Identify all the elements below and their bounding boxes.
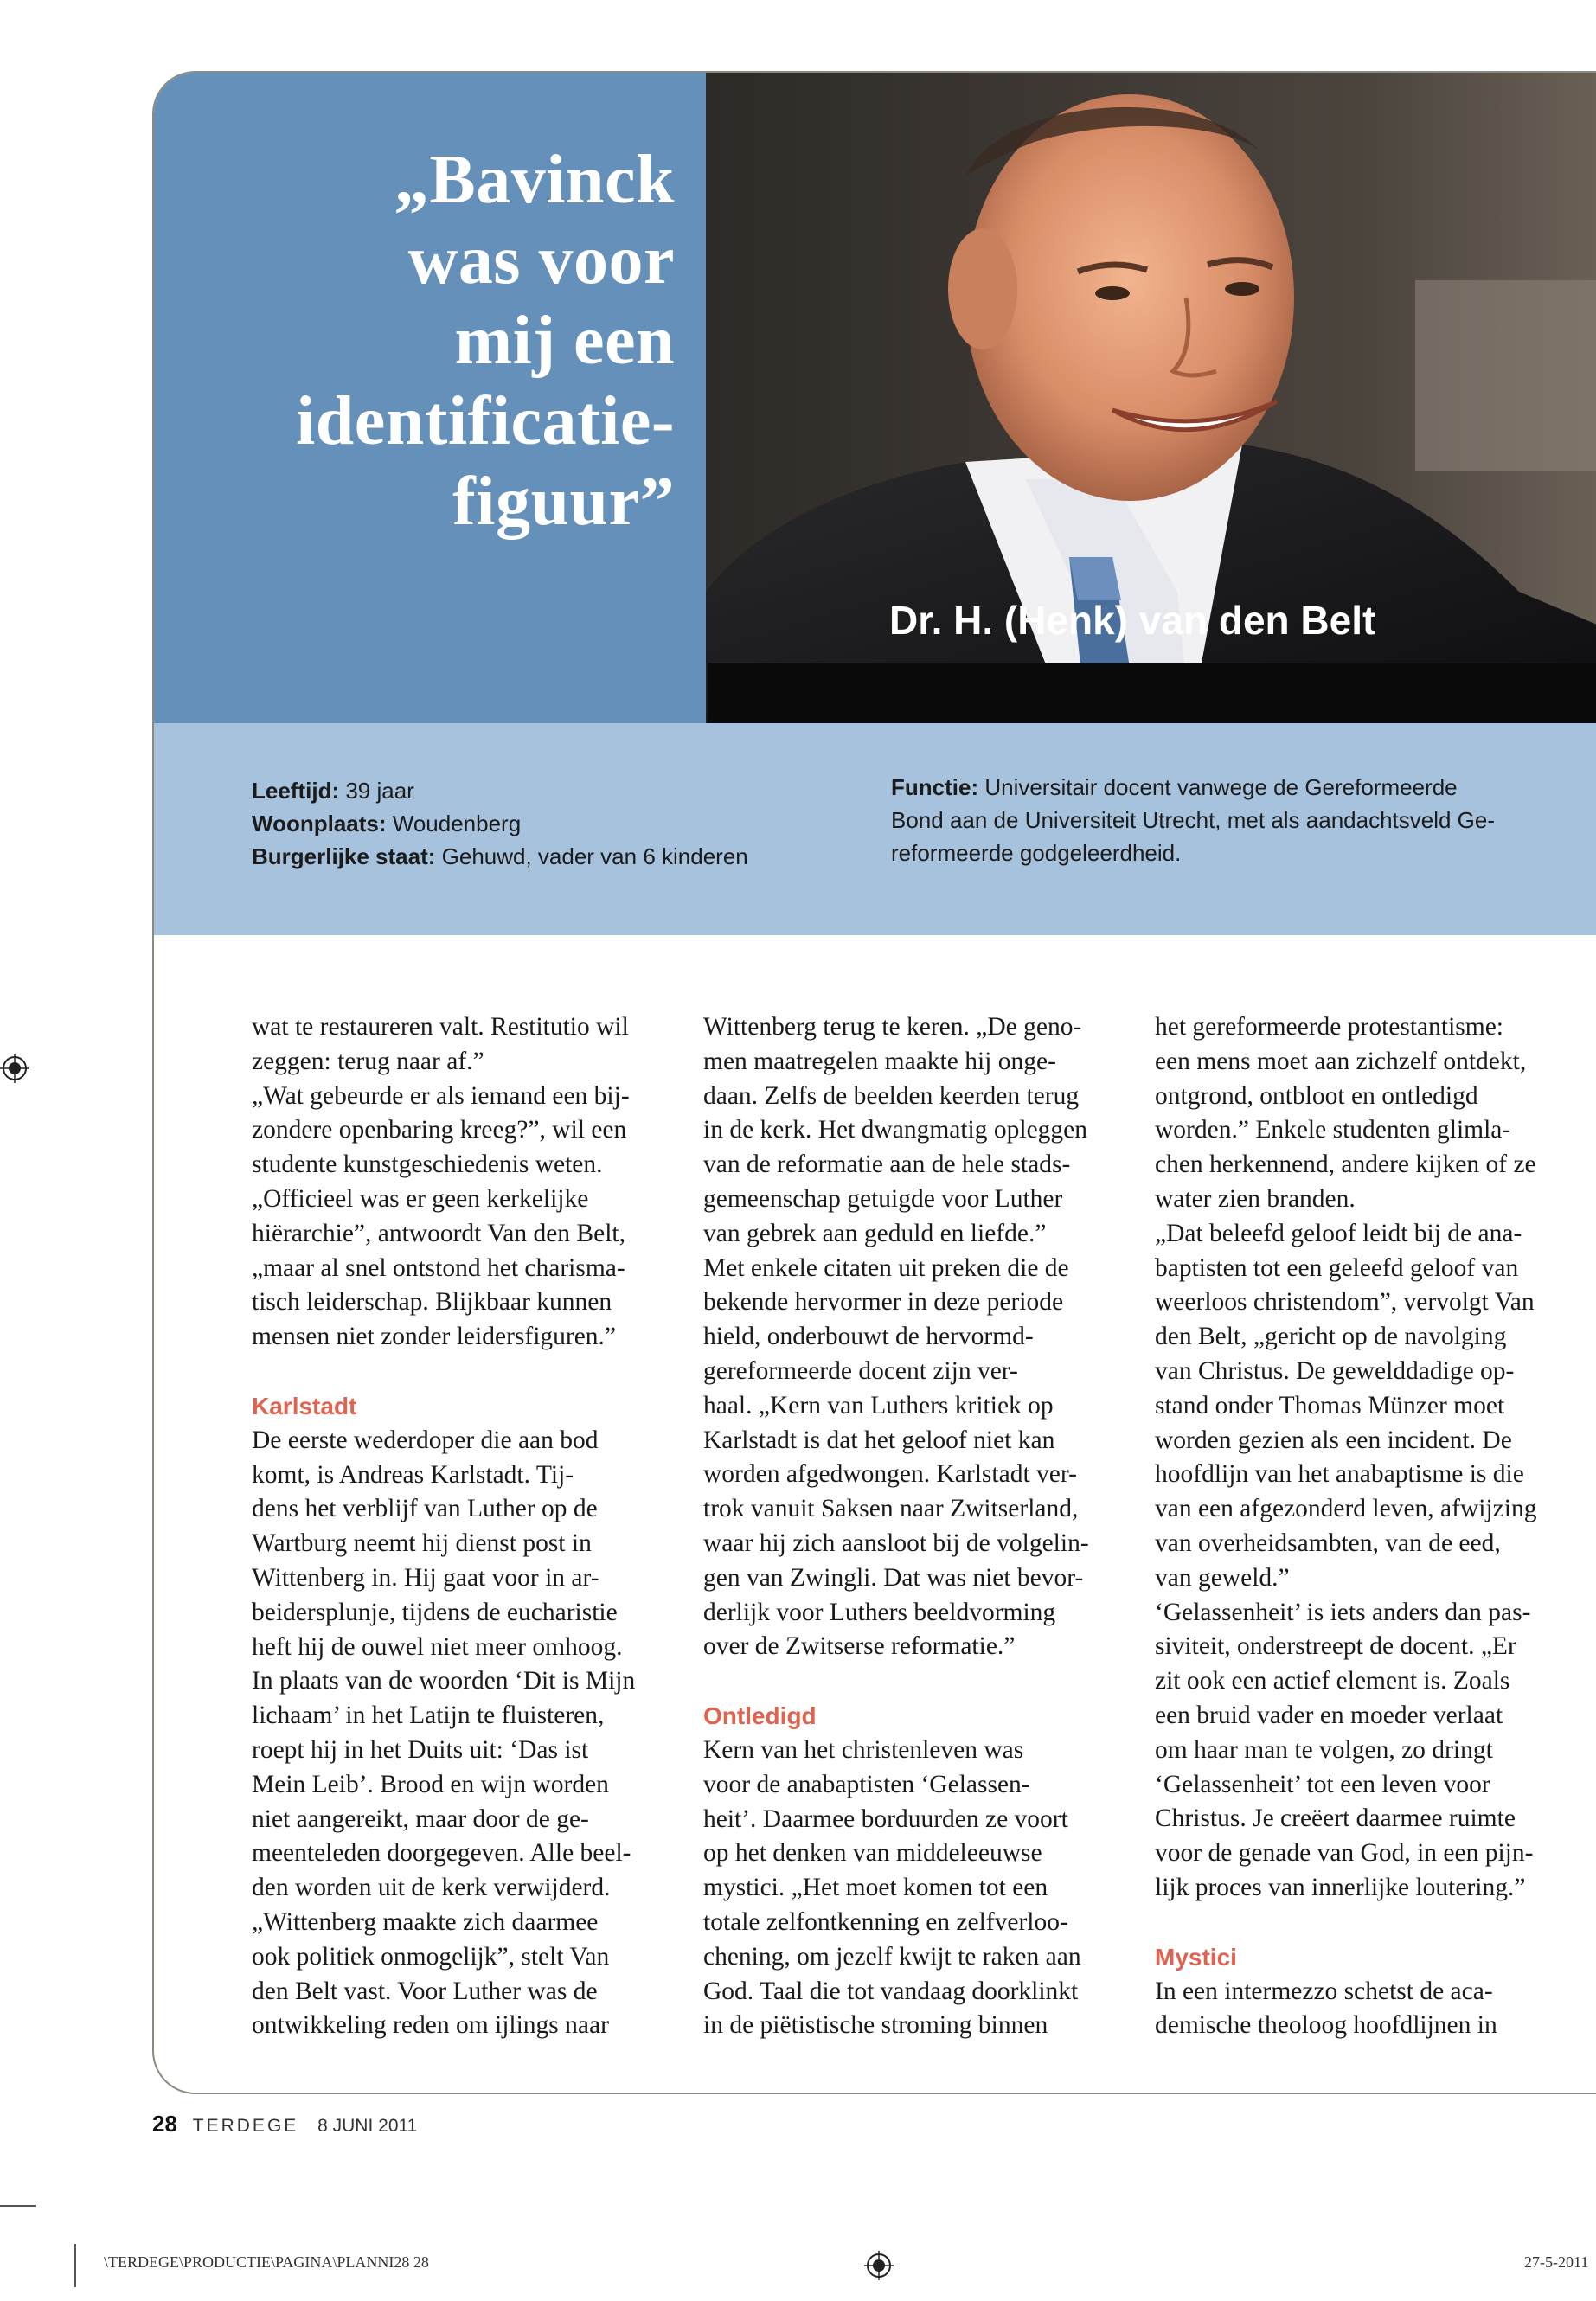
text-line: op het denken van middeleeuwse: [703, 1839, 1042, 1868]
text-line: voor de anabaptisten ‘Gelassen-: [703, 1770, 1030, 1798]
name-bar: [708, 663, 1596, 723]
text-line: hiërarchie”, antwoordt Van den Belt,: [252, 1219, 625, 1247]
headline-line: mij een: [454, 303, 675, 379]
magazine-name: TERDEGE: [192, 2116, 299, 2136]
text-line: ‘Gelassenheit’ tot een leven voor: [1155, 1770, 1490, 1798]
subheading-mystici: Mystici: [1155, 1943, 1237, 1971]
text-line: van gebrek aan geduld en liefde.”: [703, 1219, 1047, 1247]
text-line: niet aangereikt, maar door de ge-: [252, 1804, 589, 1833]
text-line: in de piëtistische stroming binnen: [703, 2011, 1048, 2040]
text-line: daan. Zelfs de beelden keerden terug: [703, 1081, 1080, 1110]
text-line: „Officieel was er geen kerkelijke: [252, 1184, 589, 1213]
production-slug: \TERDEGE\PRODUCTIE\PAGINA\PLANNI28 28: [104, 2253, 429, 2271]
paragraph: [703, 1734, 1110, 2043]
detail-value: 39 jaar: [339, 778, 414, 804]
text-line: worden afgedwongen. Karlstadt ver-: [703, 1460, 1077, 1489]
text-line: van overheidsambten, van de eed,: [1155, 1529, 1501, 1557]
paragraph: [1155, 1010, 1561, 1906]
text-line: van Christus. De gewelddadige op-: [1155, 1356, 1515, 1385]
function-text: Bond aan de Universiteit Utrecht, met als aandachtsveld Ge-: [891, 807, 1496, 833]
subheading-ontledigd: Ontledigd: [703, 1702, 817, 1730]
text-line: gemeenschap getuigde voor Luther: [703, 1184, 1063, 1213]
text-line: demische theoloog hoofdlijnen in: [1155, 2011, 1497, 2040]
detail-label: Woonplaats:: [252, 811, 387, 836]
function-text: reformeerde godgeleerdheid.: [891, 840, 1182, 866]
paragraph: [252, 1010, 658, 1355]
detail-value: Gehuwd, vader van 6 kinderen: [435, 843, 748, 869]
text-line: om haar man te volgen, zo dringt: [1155, 1735, 1493, 1764]
detail-value: Woudenberg: [386, 811, 522, 836]
text-line: heft hij de ouwel niet meer omhoog.: [252, 1632, 623, 1661]
page-number: 28: [152, 2111, 177, 2137]
function-label: Functie:: [891, 774, 979, 800]
text-line: hoofdlijn van het anabaptisme is die: [1155, 1460, 1524, 1489]
text-line: meenteleden doorgegeven. Alle beel-: [252, 1839, 631, 1868]
headline-line: „Bavinck: [394, 142, 675, 218]
text-line: mystici. „Het moet komen tot een: [703, 1874, 1048, 1902]
text-line: chening, om jezelf kwijt te raken aan: [703, 1942, 1081, 1971]
text-line: over de Zwitserse reformatie.”: [703, 1632, 1016, 1661]
paragraph: [703, 1010, 1110, 1664]
function-text: Universitair docent vanwege de Gereformeerde: [978, 774, 1458, 800]
text-line: Christus. Je creëert daarmee ruimte: [1155, 1804, 1516, 1833]
text-line: komt, is Andreas Karlstadt. Tij-: [252, 1460, 574, 1489]
text-line: bekende hervormer in deze periode: [703, 1288, 1064, 1317]
paragraph: [1155, 1975, 1561, 2044]
text-line: Wittenberg in. Hij gaat voor in ar-: [252, 1563, 599, 1592]
registration-mark-icon: [864, 2251, 894, 2280]
text-line: van geweld.”: [1155, 1563, 1290, 1592]
text-line: den Belt, „gericht op de navolging: [1155, 1323, 1507, 1351]
detail-residence: [252, 807, 748, 840]
production-date: 27-5-2011: [1524, 2253, 1589, 2271]
text-line: totale zelfontkenning en zelfverloo-: [703, 1907, 1068, 1936]
detail-label: Leeftijd:: [252, 778, 340, 804]
text-line: ontgrond, ontbloot en ontledigd: [1155, 1081, 1478, 1110]
text-line: Wittenberg terug te keren. „De geno-: [703, 1013, 1082, 1041]
text-line: van een afgezonderd leven, afwijzing: [1155, 1495, 1537, 1523]
text-line: Kern van het christenleven was: [703, 1735, 1024, 1764]
text-line: roept hij in het Duits uit: ‘Das ist: [252, 1735, 589, 1764]
text-line: waar hij zich aansloot bij de volgelin-: [703, 1529, 1089, 1557]
text-line: mensen niet zonder leidersfiguren.”: [252, 1323, 617, 1351]
text-line: „Dat beleefd geloof leidt bij de ana-: [1155, 1219, 1522, 1247]
text-column-3: [1155, 1010, 1561, 2043]
text-line: Wartburg neemt hij dienst post in: [252, 1529, 592, 1558]
text-line: zondere openbaring kreeg?”, wil een: [252, 1116, 627, 1144]
text-line: den Belt vast. Voor Luther was de: [252, 1977, 598, 2005]
text-line: wat te restaureren valt. Restitutio wil: [252, 1013, 629, 1041]
text-line: siviteit, onderstreept de docent. „Er: [1155, 1632, 1516, 1661]
text-line: gereformeerde docent zijn ver-: [703, 1356, 1018, 1385]
text-line: In plaats van de woorden ‘Dit is Mijn: [252, 1667, 636, 1695]
headline-quote: [156, 140, 675, 542]
text-line: tisch leiderschap. Blijkbaar kunnen: [252, 1288, 612, 1317]
issue-date: 8 JUNI 2011: [317, 2116, 418, 2136]
text-line: gen van Zwingli. Dat was niet bevor-: [703, 1563, 1084, 1592]
text-line: „maar al snel ontstond het charisma-: [252, 1253, 625, 1282]
text-line: den worden uit de kerk verwijderd.: [252, 1874, 611, 1902]
headline-line: was voor: [407, 222, 675, 298]
paragraph: [252, 1424, 658, 2043]
crop-mark: [0, 2205, 36, 2207]
text-line: weerloos christendom”, vervolgt Van: [1155, 1288, 1535, 1317]
function-details: [891, 771, 1583, 869]
text-line: Met enkele citaten uit preken die de: [703, 1253, 1069, 1282]
text-line: van de reformatie aan de hele stads-: [703, 1150, 1071, 1179]
headline-panel: [154, 73, 706, 723]
text-line: lichaam’ in het Latijn te fluisteren,: [252, 1702, 605, 1730]
text-line: water zien branden.: [1155, 1184, 1356, 1213]
text-line: zeggen: terug naar af.”: [252, 1047, 484, 1075]
text-line: studente kunstgeschiedenis weten.: [252, 1150, 603, 1179]
text-line: lijk proces van innerlijke loutering.”: [1155, 1873, 1526, 1901]
text-line: haal. „Kern van Luthers kritiek op: [703, 1391, 1054, 1420]
text-line: heit’. Daarmee borduurden ze voort: [703, 1804, 1068, 1833]
text-line: In een intermezzo schetst de aca-: [1155, 1977, 1493, 2005]
text-line: zit ook een actief element is. Zoals: [1155, 1667, 1510, 1695]
page-footer: [152, 2111, 417, 2138]
text-line: „Wittenberg maakte zich daarmee: [252, 1907, 599, 1936]
headline-line: figuur”: [452, 464, 675, 540]
person-name: Dr. H. (Henk) van den Belt: [889, 598, 1376, 643]
text-line: dens het verblijf van Luther op de: [252, 1495, 598, 1523]
text-line: worden gezien als een incident. De: [1155, 1426, 1512, 1454]
text-line: een bruid vader en moeder verlaat: [1155, 1701, 1503, 1729]
text-line: voor de genade van God, in een pijn-: [1155, 1839, 1534, 1868]
text-line: hield, onderbouwt de hervormd-: [703, 1323, 1034, 1351]
text-line: chen herkennend, andere kijken of ze: [1155, 1150, 1536, 1179]
text-line: ‘Gelassenheit’ is iets anders dan pas-: [1155, 1598, 1531, 1626]
detail-marital: [252, 840, 748, 873]
text-line: ontwikkeling reden om ijlings naar: [252, 2011, 609, 2040]
text-line: stand onder Thomas Münzer moet: [1155, 1391, 1505, 1420]
text-line: beidersplunje, tijdens de eucharistie: [252, 1598, 618, 1626]
headline-line: identificatie-: [296, 383, 675, 459]
text-line: ook politiek onmogelijk”, stelt Van: [252, 1942, 610, 1971]
text-line: men maatregelen maakte hij onge-: [703, 1047, 1056, 1075]
text-line: Karlstadt is dat het geloof niet kan: [703, 1426, 1055, 1454]
subheading-karlstadt: Karlstadt: [252, 1392, 357, 1420]
text-line: trok vanuit Saksen naar Zwitserland,: [703, 1495, 1079, 1523]
detail-age: [252, 774, 748, 807]
text-line: baptisten tot een geleefd geloof van: [1155, 1253, 1519, 1282]
detail-label: Burgerlijke staat:: [252, 843, 436, 869]
text-line: Mein Leib’. Brood en wijn worden: [252, 1770, 609, 1798]
text-line: De eerste wederdoper die aan bod: [252, 1426, 599, 1454]
text-line: God. Taal die tot vandaag doorklinkt: [703, 1977, 1079, 2005]
text-line: het gereformeerde protestantisme:: [1155, 1013, 1503, 1041]
text-column-2: [703, 1010, 1110, 2043]
text-line: derlijk voor Luthers beeldvorming: [703, 1598, 1056, 1626]
text-line: in de kerk. Het dwangmatig opleggen: [703, 1116, 1088, 1144]
crop-mark: [74, 2244, 76, 2287]
text-line: „Wat gebeurde er als iemand een bij-: [252, 1081, 630, 1110]
registration-mark-icon: [0, 1054, 29, 1083]
text-line: worden.” Enkele studenten glimla-: [1155, 1116, 1511, 1144]
personal-details: [252, 774, 748, 873]
text-column-1: [252, 1010, 658, 2043]
text-line: een mens moet aan zichzelf ontdekt,: [1155, 1047, 1527, 1075]
